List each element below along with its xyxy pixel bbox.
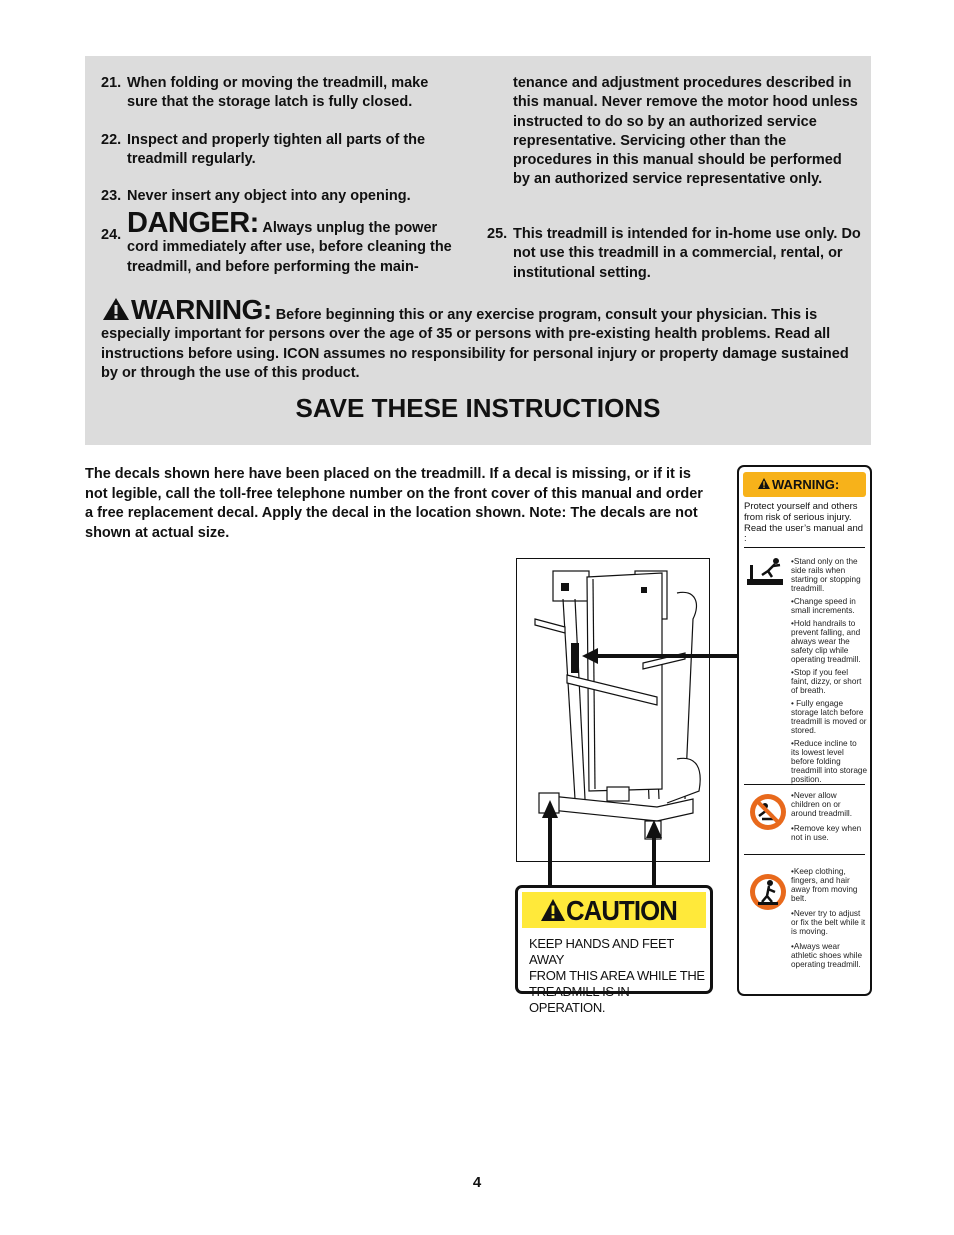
decal-intro-text: The decals shown here have been placed on the treadmill. If a decal is missing, or if it is not legible, call the toll-free telephone number on the front cover of this manual and order a free replacement decal. Apply the decal in the location shown. Note: The decals are not shown at actual size.	[85, 466, 703, 541]
safety-item-25	[487, 225, 861, 285]
item-text: Always unplug the power cord immediately after use, before cleaning the treadmill, and before performing the main-	[127, 220, 452, 275]
item-number: 22.	[101, 132, 122, 148]
item-text: tenance and adjustment procedures described in this manual. Never remove the motor hood unless instructed to do so by an authorized service representative. Servicing other than the procedures in this manual should be performed by an authorized service representative only.	[513, 75, 858, 188]
warning-decal-intro: Protect yourself and others from risk of serious injury. Read the user’s manual and :	[744, 501, 864, 545]
caution-line: KEEP HANDS AND FEET AWAY	[529, 936, 674, 967]
safety-item-22	[101, 131, 461, 171]
rule-text: •Always wear athletic shoes while operating treadmill.	[791, 942, 862, 969]
item-text: This treadmill is intended for in-home use only. Do not use this treadmill in a commercial, rental, or institutional setting.	[513, 226, 861, 281]
decal-divider	[744, 784, 865, 785]
moving-belt-hazard-icon	[748, 872, 788, 912]
page-number: 4	[472, 1174, 482, 1191]
warning-paragraph	[101, 296, 857, 386]
item-text: Inspect and properly tighten all parts of the treadmill regularly.	[127, 132, 426, 168]
decal-divider	[744, 547, 865, 548]
save-instructions-title: SAVE THESE INSTRUCTIONS	[295, 393, 661, 423]
rule-text: •Never try to adjust or fix the belt while it is moving.	[791, 909, 866, 936]
caution-text	[529, 936, 707, 1016]
warning-triangle-icon	[540, 898, 566, 922]
item-number: 25.	[487, 226, 508, 242]
safety-item-23	[101, 187, 461, 207]
warning-decal-header	[743, 472, 866, 497]
caution-decal	[515, 885, 713, 1015]
warning-decal-group3	[791, 867, 867, 969]
warning-decal-title: WARNING:	[772, 477, 840, 492]
warning-label: WARNING:	[131, 294, 272, 325]
warning-triangle-icon	[757, 477, 771, 490]
item-text: When folding or moving the treadmill, make sure that the storage latch is fully closed.	[127, 75, 429, 111]
safety-item-21	[101, 74, 461, 114]
decal-divider	[744, 854, 865, 855]
rule-text: • Fully engage storage latch before treadmill is moved or stored.	[791, 699, 867, 735]
rule-text: •Reduce incline to its lowest level before folding treadmill into storage position.	[791, 739, 867, 784]
warning-decal-group1	[791, 557, 867, 784]
no-children-icon	[748, 792, 788, 832]
caution-line: TREADMILL IS IN OPERATION.	[529, 984, 630, 1015]
warning-decal-group2	[791, 791, 867, 842]
rule-text: •Keep clothing, fingers, and hair away from moving belt.	[791, 867, 858, 903]
rule-text: •Remove key when not in use.	[791, 824, 862, 842]
warning-text: Before beginning this or any exercise program, consult your physician. This is especially important for persons over the age of 35 or persons with pre-existing health problems. Read all instructions before using. ICON assumes no responsibility for personal injury or property damage sustained by or through the use of this product.	[101, 307, 849, 381]
warning-triangle-icon	[101, 296, 131, 322]
caution-line: FROM THIS AREA WHILE THE	[529, 968, 705, 983]
item-number: 21.	[101, 75, 122, 91]
rule-text: •Stop if you feel faint, dizzy, or short of breath.	[791, 668, 862, 695]
rule-text: •Change speed in small increments.	[791, 597, 856, 615]
item-number: 23.	[101, 188, 122, 204]
safety-item-24	[101, 207, 461, 284]
rule-text: •Stand only on the side rails when starting or stopping treadmill.	[791, 557, 861, 593]
decal-pointer-arrows	[540, 640, 740, 900]
caution-title: CAUTION	[566, 895, 677, 926]
safety-item-24-continued	[513, 74, 861, 214]
item-text: Never insert any object into any opening.	[127, 188, 411, 204]
rule-text: •Never allow children on or around treadmill.	[791, 791, 852, 818]
rule-text: •Hold handrails to prevent falling, and always wear the safety clip while operating treadmill.	[791, 619, 861, 664]
danger-label: DANGER:	[127, 207, 259, 239]
warning-decal	[737, 465, 872, 996]
stand-on-rails-icon	[746, 557, 784, 587]
caution-decal-header	[522, 892, 706, 928]
item-number: 24.	[101, 227, 122, 243]
